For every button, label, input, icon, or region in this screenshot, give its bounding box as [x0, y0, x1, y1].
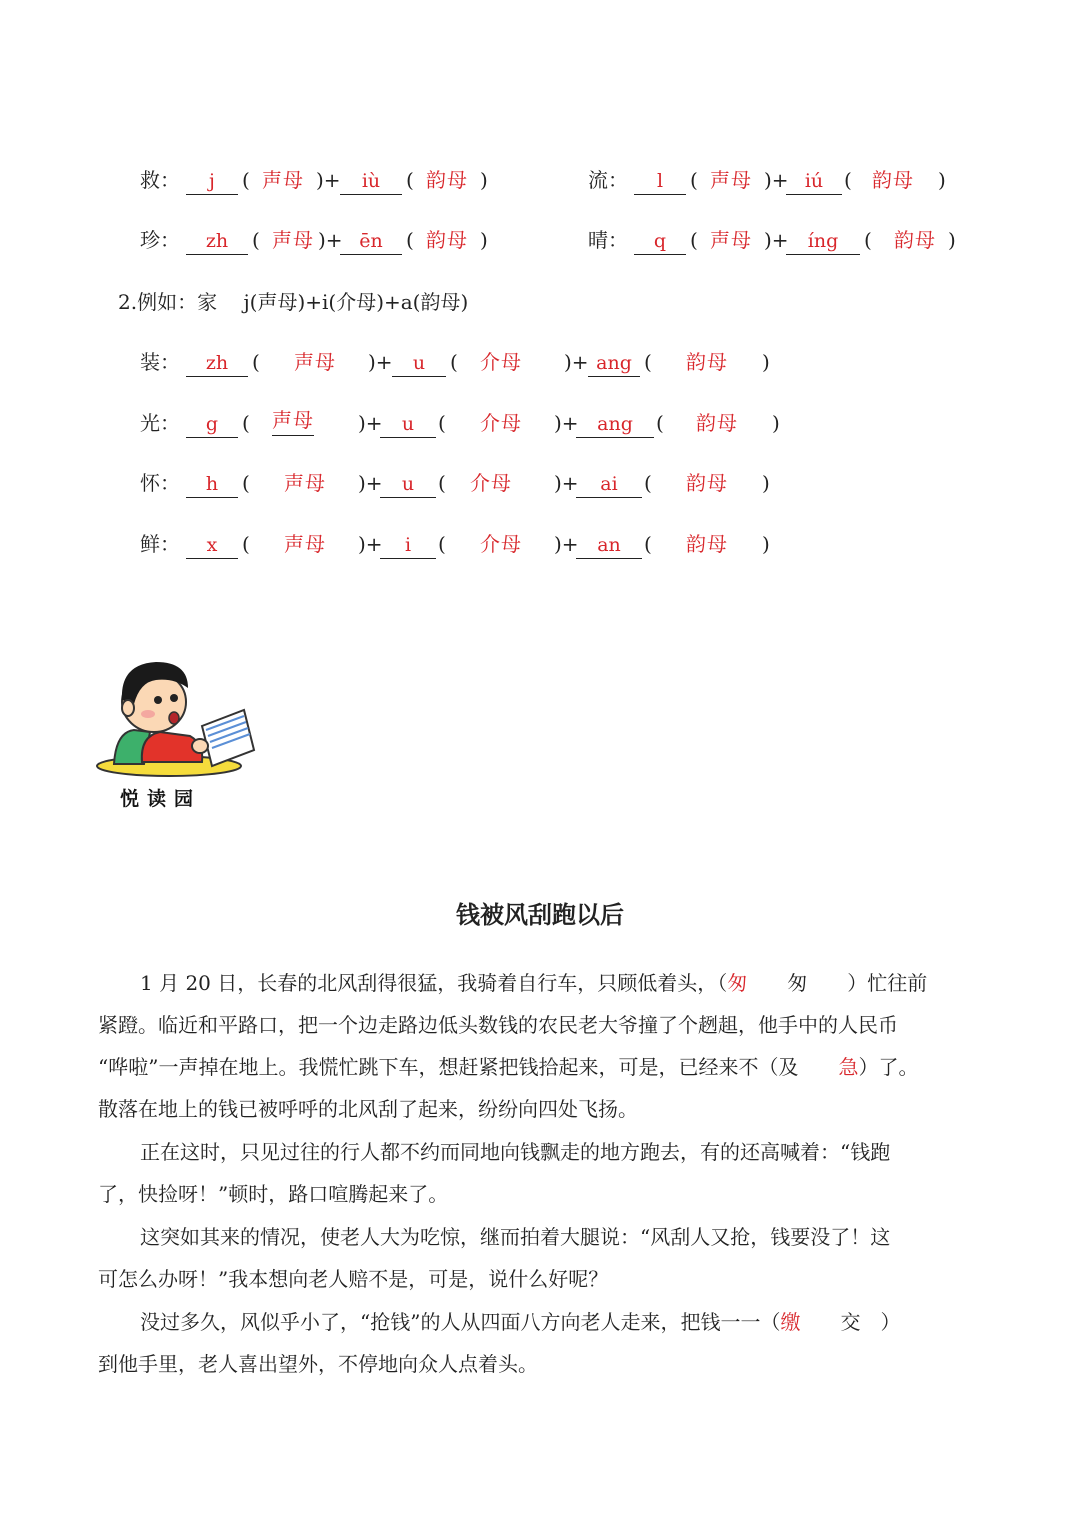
- final-note: 韵母: [686, 350, 728, 374]
- medial-note: 介母: [480, 411, 522, 435]
- initial-answer: g: [186, 411, 238, 438]
- final-answer: ang: [588, 350, 640, 377]
- final-note: 韵母: [686, 532, 728, 556]
- final-note: 韵母: [696, 411, 738, 435]
- pinyin-row-guang: 光： g ( 声母 )+ u ( 介母 )+ ang ( 韵母 ): [140, 405, 840, 441]
- initial-answer: zh: [186, 350, 248, 377]
- story-paragraph-2: [98, 1131, 998, 1215]
- char-label: 装：: [140, 350, 180, 374]
- p1-line-4: 散落在地上的钱已被呼呼的北风刮了起来，纷纷向四处飞扬。: [98, 1097, 638, 1121]
- p4-line-1: 没过多久，风似乎小了，“抢钱”的人从四面八方向老人走来，把钱一一（缴 交 ）: [140, 1310, 901, 1334]
- p3-line-1: 这突如其来的情况，使老人大为吃惊，继而拍着大腿说：“风刮人又抢，钱要没了！这: [140, 1225, 891, 1249]
- medial-answer: i: [380, 532, 436, 559]
- initial-note: 声母: [710, 168, 752, 192]
- story-paragraph-4: [98, 1301, 998, 1385]
- final-note: 韵母: [872, 168, 914, 192]
- pinyin-row-qing: 晴： q ( 声母 )+ íng ( 韵母 ): [588, 222, 1008, 258]
- initial-answer: x: [186, 532, 238, 559]
- initial-answer: h: [186, 471, 238, 498]
- pinyin-row-liu: 流： l ( 声母 )+ iú ( 韵母 ): [588, 162, 1008, 198]
- medial-answer: u: [392, 350, 446, 377]
- pinyin-row-jiu: 救： j ( 声母 )+ iù ( 韵母 ): [140, 162, 560, 198]
- pinyin-row-zhen: 珍： zh ( 声母 )+ ēn ( 韵母 ): [140, 222, 560, 258]
- example-line: 2.例如：家 j(声母)+i(介母)+a(韵母): [118, 290, 469, 314]
- initial-note: 声母: [272, 228, 314, 252]
- p1-line-2: 紧蹬。临近和平路口，把一个边走路边低头数钱的农民老大爷撞了个趔趄，他手中的人民币: [98, 1013, 898, 1037]
- logo-caption: 悦读园: [120, 788, 202, 810]
- initial-answer: l: [634, 168, 686, 195]
- reading-boy-illustration: [94, 652, 264, 782]
- p1-line-3: “哗啦”一声掉在地上。我慌忙跳下车，想赶紧把钱拾起来，可是，已经来不（及 急）了。: [98, 1055, 919, 1079]
- final-note: 韵母: [426, 168, 468, 192]
- story-paragraph-3: [98, 1216, 998, 1300]
- initial-note: 声母: [284, 471, 326, 495]
- char-label: 救：: [140, 168, 180, 192]
- final-answer: iù: [340, 168, 402, 195]
- final-note: 韵母: [426, 228, 468, 252]
- p1-line-1: 1 月 20 日，长春的北风刮得很猛，我骑着自行车，只顾低着头，（匆 匆 ）忙往前: [140, 971, 928, 995]
- answer-cong: 匆: [727, 971, 748, 995]
- answer-ji: 急: [838, 1055, 859, 1079]
- medial-note: 介母: [470, 471, 512, 495]
- initial-note: 声母: [272, 405, 314, 436]
- initial-note: 声母: [284, 532, 326, 556]
- final-answer: ang: [576, 411, 654, 438]
- p2-line-1: 正在这时，只见过往的行人都不约而同地向钱飘走的地方跑去，有的还高喊着：“钱跑: [140, 1140, 891, 1164]
- initial-answer: q: [634, 228, 686, 255]
- medial-answer: u: [380, 411, 436, 438]
- story-title: 钱被风刮跑以后: [456, 901, 624, 929]
- pinyin-row-xian: 鲜： x ( 声母 )+ i ( 介母 )+ an ( 韵母 ): [140, 526, 840, 562]
- char-label: 光：: [140, 411, 180, 435]
- final-answer: ai: [576, 471, 642, 498]
- p3-line-2: 可怎么办呀！”我本想向老人赔不是，可是，说什么好呢？: [98, 1267, 609, 1291]
- p4-line-2: 到他手里，老人喜出望外，不停地向众人点着头。: [98, 1352, 538, 1376]
- final-answer: ēn: [340, 228, 402, 255]
- initial-note: 声母: [294, 350, 336, 374]
- answer-jiao: 缴: [780, 1310, 801, 1334]
- initial-note: 声母: [710, 228, 752, 252]
- final-answer: iú: [786, 168, 842, 195]
- char-label: 珍：: [140, 228, 180, 252]
- char-label: 晴：: [588, 228, 628, 252]
- final-note: 韵母: [686, 471, 728, 495]
- p2-line-2: 了，快捡呀！”顿时，路口喧腾起来了。: [98, 1182, 449, 1206]
- final-note: 韵母: [894, 228, 936, 252]
- medial-note: 介母: [480, 350, 522, 374]
- final-answer: an: [576, 532, 642, 559]
- medial-note: 介母: [480, 532, 522, 556]
- char-label: 怀：: [140, 471, 180, 495]
- char-label: 流：: [588, 168, 628, 192]
- story-paragraph-1: [98, 962, 998, 1130]
- initial-answer: zh: [186, 228, 248, 255]
- initial-answer: j: [186, 168, 238, 195]
- pinyin-row-zhuang: 装： zh ( 声母 )+ u ( 介母 )+ ang ( 韵母 ): [140, 344, 840, 380]
- pinyin-row-huai: 怀： h ( 声母 )+ u ( 介母 )+ ai ( 韵母 ): [140, 465, 840, 501]
- final-answer: íng: [786, 228, 860, 255]
- char-label: 鲜：: [140, 532, 180, 556]
- initial-note: 声母: [262, 168, 304, 192]
- reading-logo: [94, 652, 264, 812]
- medial-answer: u: [380, 471, 436, 498]
